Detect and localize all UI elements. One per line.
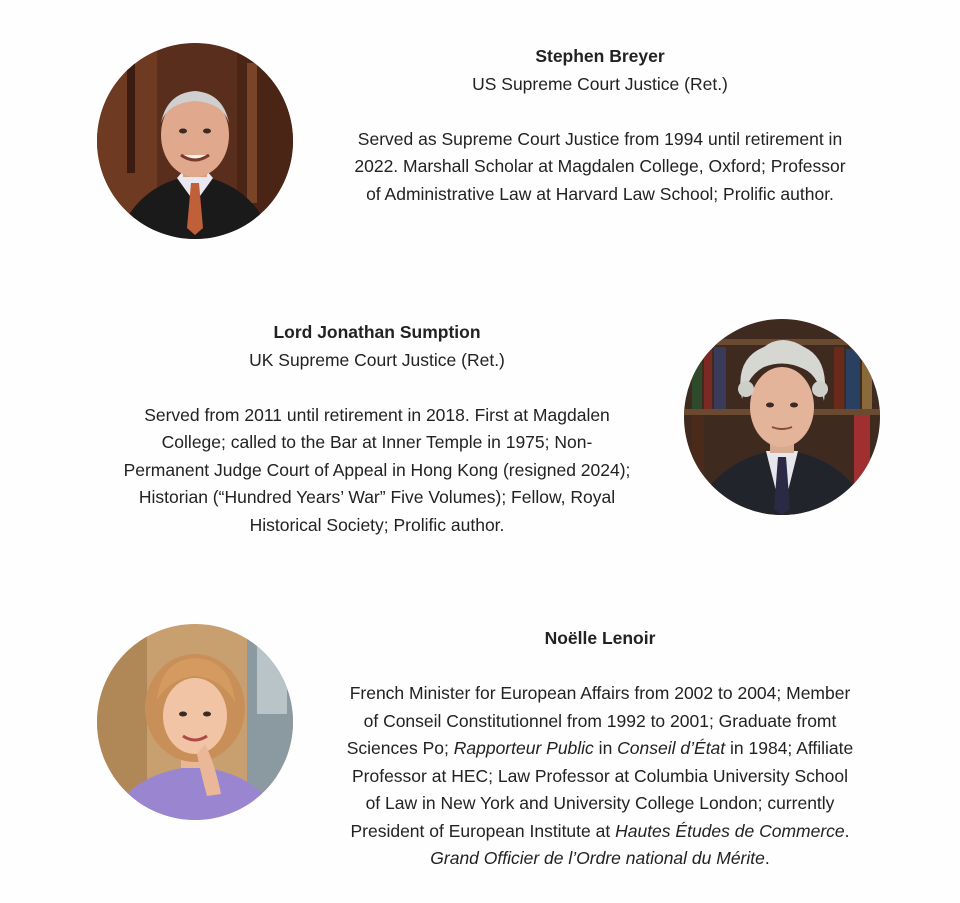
bio-line: Historical Society; Prolific author. — [249, 514, 505, 535]
bio-emphasis: Hautes Études de Commerce — [615, 820, 845, 841]
person-name: Noëlle Lenoir — [544, 628, 656, 648]
bio-text: . — [764, 848, 770, 868]
bio-line: of Administrative Law at Harvard Law School; Prolific author. — [366, 183, 834, 204]
bio-text: in — [593, 738, 618, 758]
person-title: US Supreme Court Justice (Ret.) — [472, 73, 728, 94]
bio-noelle-lenoir — [300, 625, 900, 873]
person-bio — [300, 126, 900, 209]
bio-line: 2022. Marshall Scholar at Magdalen College, Oxford; Professor — [354, 156, 846, 176]
bio-line: Professor at HEC; Law Professor at Columbia University School — [351, 765, 849, 786]
bio-emphasis: Conseil d’État — [617, 738, 726, 758]
bio-line: of Conseil Constitutionnel from 1992 to 2001; Graduate fromt — [363, 710, 837, 731]
bio-line: Served as Supreme Court Justice from 1994 until retirement in — [357, 128, 843, 149]
bio-line — [300, 735, 900, 763]
bio-line: French Minister for European Affairs from 2002 to 2004; Member — [349, 683, 851, 703]
bio-emphasis: Rapporteur Public — [453, 738, 594, 758]
person-bio — [77, 402, 677, 540]
person-title: UK Supreme Court Justice (Ret.) — [249, 349, 505, 370]
portrait-image — [97, 624, 293, 820]
bio-line: Historian (“Hundred Years’ War” Five Volumes); Fellow, Royal — [138, 487, 616, 507]
bio-stephen-breyer — [300, 43, 900, 208]
portrait-image — [97, 43, 293, 239]
bio-text: . — [844, 820, 850, 841]
bio-text: President of European Institute at — [350, 820, 616, 841]
person-name: Lord Jonathan Sumption — [273, 322, 481, 342]
person-name: Stephen Breyer — [535, 46, 665, 66]
bio-line — [300, 845, 900, 873]
portrait-jonathan-sumption — [684, 319, 880, 515]
portrait-stephen-breyer — [97, 43, 293, 239]
bio-line — [300, 818, 900, 846]
person-bio — [300, 680, 900, 873]
bio-line: College; called to the Bar at Inner Temple in 1975; Non- — [161, 432, 593, 452]
bio-text: in 1984; Affiliate — [725, 738, 854, 758]
portrait-noelle-lenoir — [97, 624, 293, 820]
portrait-image — [684, 319, 880, 515]
bio-line: Served from 2011 until retirement in 2018. First at Magdalen — [144, 404, 610, 425]
bio-emphasis: Grand Officier de l’Ordre national du Mérite — [430, 848, 765, 868]
bio-line: of Law in New York and University College London; currently — [365, 793, 835, 813]
bio-text: Sciences Po; — [346, 738, 454, 758]
bio-jonathan-sumption — [77, 319, 677, 539]
bio-line: Permanent Judge Court of Appeal in Hong Kong (resigned 2024); — [123, 459, 631, 480]
